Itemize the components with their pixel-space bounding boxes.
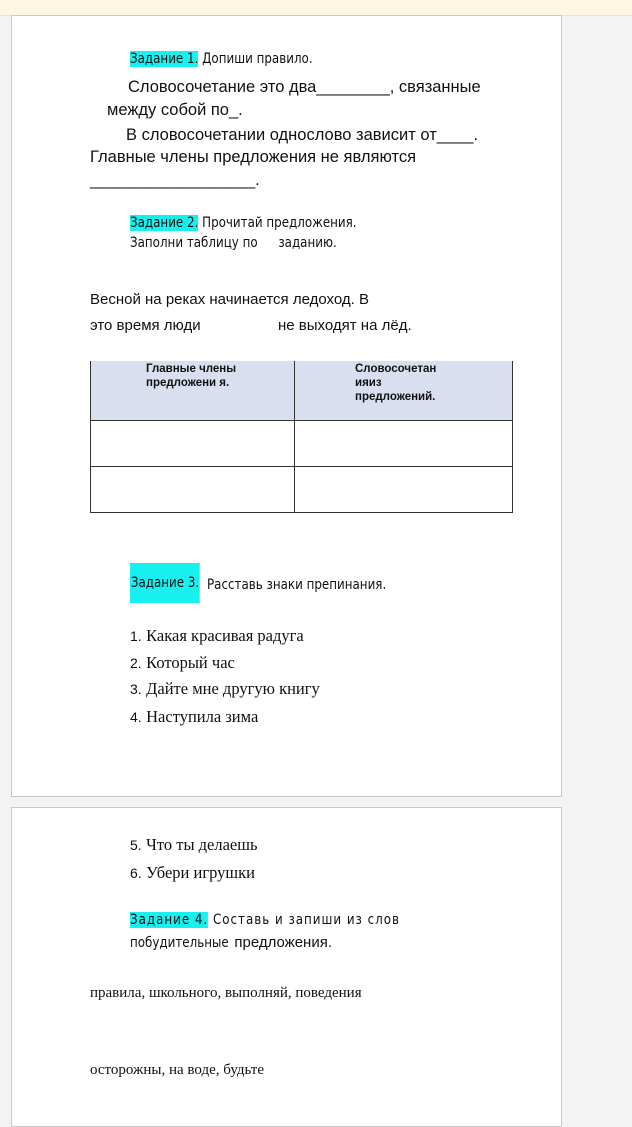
task4-line2 <box>130 934 332 952</box>
task4-heading <box>130 912 400 928</box>
top-bar <box>0 0 632 16</box>
task2-line2 <box>130 235 337 251</box>
list-item: 4. Наступила зима <box>130 707 259 726</box>
task1-label: Задание 1. <box>130 51 199 67</box>
task2-sentence1: Весной на реках начинается ледоход. В <box>90 291 369 308</box>
task1-line4: Главные члены предложения не являются <box>90 148 417 166</box>
task2-line2b: заданию. <box>278 235 337 251</box>
list-item: 1. Какая красивая радуга <box>130 626 304 645</box>
task1-title: Допиши правило. <box>202 51 313 67</box>
list-item: 6. Убери игрушки <box>130 863 255 882</box>
task3-title: Расставь знаки препинания. <box>207 577 387 593</box>
task4-line2b: предложения. <box>234 934 333 951</box>
task1-line3: В словосочетании однослово зависит от____. <box>126 126 479 144</box>
table-header-main-members: Главные члены предложени я. <box>91 361 295 421</box>
table-header-row <box>91 361 513 421</box>
task2-table <box>90 361 513 513</box>
task1-line2: между собой по_. <box>107 101 243 119</box>
task1-heading <box>130 51 313 67</box>
document-page-2 <box>11 807 562 1127</box>
table-cell[interactable] <box>295 421 513 467</box>
task3-label: Задание 3. <box>130 563 200 603</box>
table-cell[interactable] <box>91 467 295 513</box>
task2-sentence2b: не выходят на лёд. <box>278 317 412 334</box>
task4-title: Составь и запиши из слов <box>212 912 400 928</box>
table-cell[interactable] <box>295 467 513 513</box>
task1-line5: __________________. <box>90 171 260 189</box>
list-item: 5. Что ты делаешь <box>130 835 258 854</box>
task2-line2a: Заполни таблицу по <box>130 235 258 251</box>
task2-label: Задание 2. <box>130 215 199 231</box>
document-page-1 <box>11 15 562 797</box>
table-row <box>91 421 513 467</box>
task4-words1: правила, школьного, выполняй, поведения <box>90 985 362 1001</box>
task2-sentence2a: это время люди <box>90 317 201 334</box>
table-header-word-combinations: Словосочетан ияиз предложений. <box>295 361 513 421</box>
task3-heading <box>130 563 215 603</box>
list-item: 3. Дайте мне другую книгу <box>130 679 320 698</box>
table-row <box>91 467 513 513</box>
task1-line1: Словосочетание это два________, связанные <box>128 78 481 96</box>
list-item: 2. Который час <box>130 653 235 672</box>
task4-words2: осторожны, на воде, будьте <box>90 1062 264 1078</box>
task2-heading <box>130 215 357 231</box>
task2-title: Прочитай предложения. <box>202 215 357 231</box>
task4-label: Задание 4. <box>130 912 209 928</box>
table-cell[interactable] <box>91 421 295 467</box>
task4-line2a: побудительные <box>130 935 229 951</box>
